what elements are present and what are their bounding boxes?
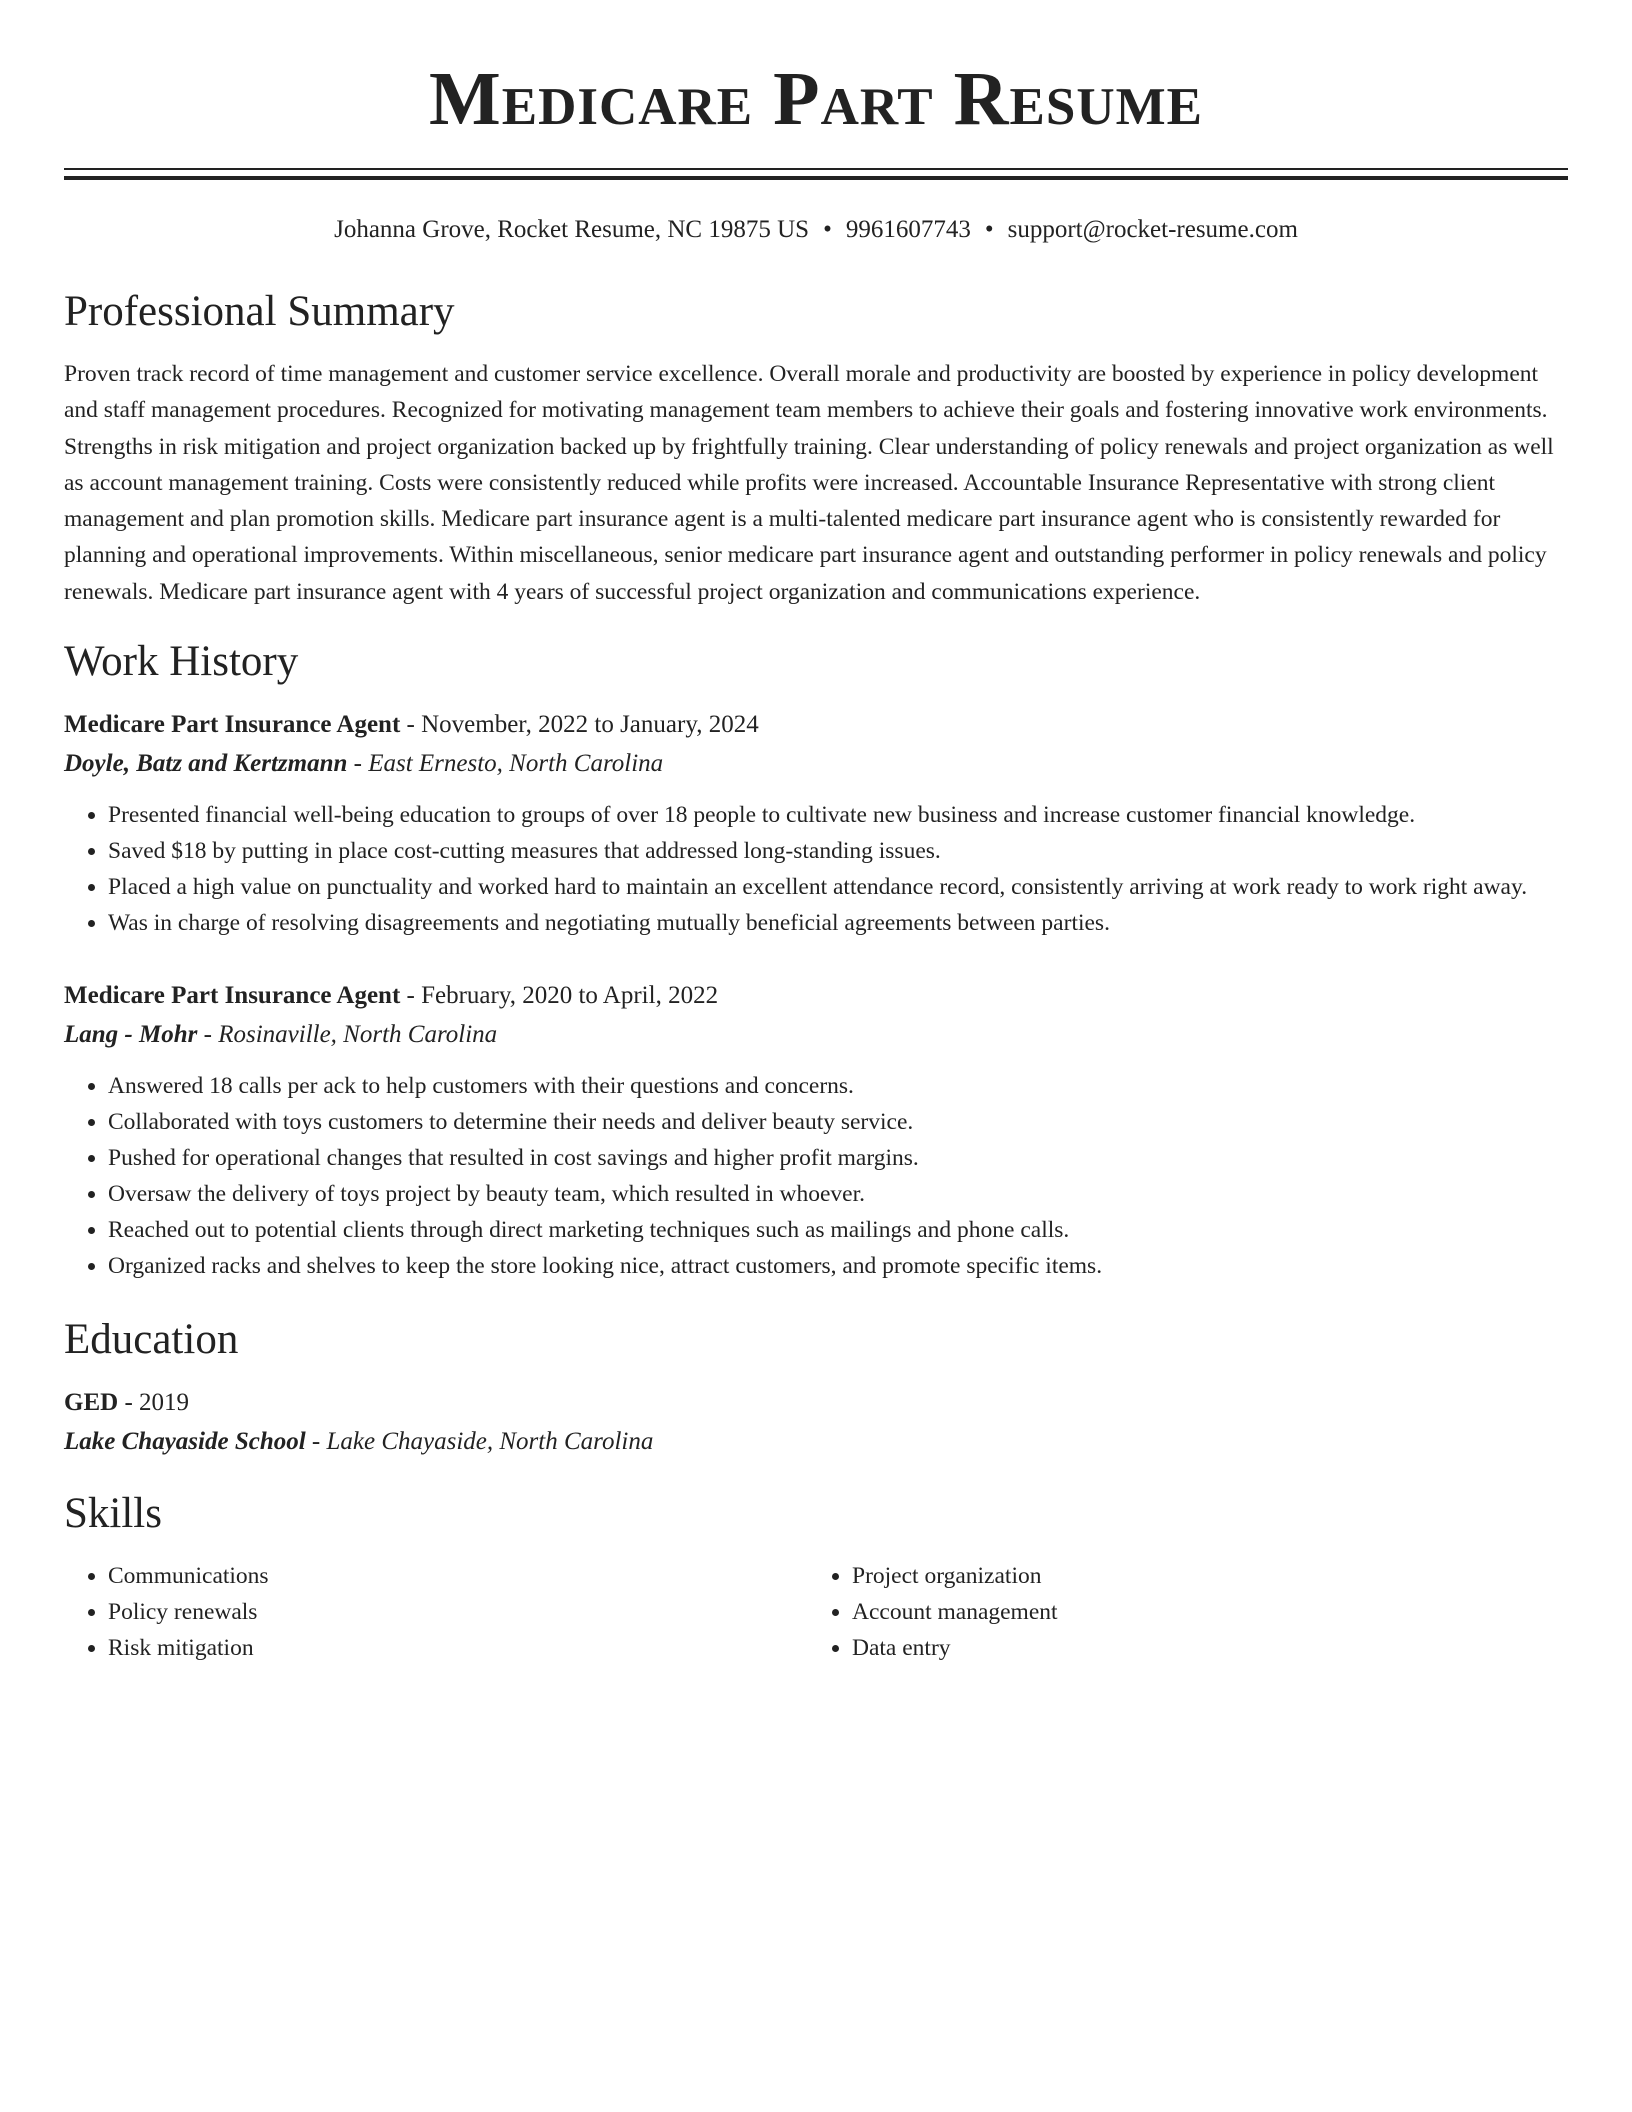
- job-bullet: • Saved $18 by putting in place cost-cutting measures that addressed long-standing issues.: [108, 833, 1568, 869]
- education-school-line: [64, 1422, 1568, 1462]
- job-entry: [64, 977, 1568, 1284]
- summary-text: Proven track record of time management and customer service excellence. Overall morale and productivity are boosted by experience in policy development and staff management procedures. Recognized for motivating management team members to achieve their goals and fostering innovative work environments. Strengths in risk mitigation and project organization backed up by frightfully training. Clear understanding of policy renewals and project organization as well as account management training. Costs were consistently reduced while profits were increased. Accountable Insurance Representative with strong client management and plan promotion skills. Medicare part insurance agent is a multi-talented medicare part insurance agent who is consistently rewarded for planning and operational improvements. Within miscellaneous, senior medicare part insurance agent and outstanding performer in policy renewals and policy renewals. Medicare part insurance agent with 4 years of successful project organization and communications experience.: [64, 361, 1554, 605]
- contact-email: support@rocket-resume.com: [1007, 216, 1298, 243]
- job-bullet: • Answered 18 calls per ack to help customers with their questions and concerns.: [108, 1068, 1568, 1104]
- title-divider-thin: [64, 168, 1568, 170]
- skills-list-right: [808, 1558, 1568, 1666]
- job-bullet: • Reached out to potential clients through direct marketing techniques such as mailings and phone calls.: [108, 1212, 1568, 1248]
- education-location: - Lake Chayaside, North Carolina: [305, 1428, 654, 1456]
- job-dates: - February, 2020 to April, 2022: [400, 982, 719, 1010]
- skill-item: • Project organization: [852, 1558, 1568, 1594]
- work-history-heading: Work History: [64, 638, 299, 686]
- skill-item: • Risk mitigation: [108, 1630, 808, 1666]
- job-role: Medicare Part Insurance Agent: [64, 982, 401, 1010]
- job-location: - East Ernesto, North Carolina: [347, 750, 664, 778]
- job-dates: - November, 2022 to January, 2024: [400, 711, 759, 739]
- skill-item: • Policy renewals: [108, 1594, 808, 1630]
- job-location: - Rosinaville, North Carolina: [197, 1021, 498, 1049]
- job-title-line: [64, 706, 1568, 744]
- job-bullet-list: [64, 1068, 1568, 1284]
- job-company: Lang - Mohr: [64, 1021, 198, 1049]
- job-bullet-list: [64, 797, 1568, 941]
- contact-separator: •: [823, 216, 832, 243]
- job-entry: [64, 706, 1568, 941]
- contact-phone: 9961607743: [845, 216, 971, 243]
- job-bullet: • Placed a high value on punctuality and worked hard to maintain an excellent attendance record, consistently arriving at work ready to work right away.: [108, 869, 1568, 905]
- education-degree: GED: [64, 1389, 119, 1417]
- contact-separator: •: [984, 216, 994, 243]
- education-year: - 2019: [118, 1389, 190, 1417]
- contact-line: [64, 214, 1568, 246]
- skills-columns: [64, 1558, 1568, 1666]
- skills-list-left: [64, 1558, 808, 1666]
- education-degree-line: [64, 1384, 1568, 1422]
- skill-item: • Account management: [852, 1594, 1568, 1630]
- skill-item: • Data entry: [852, 1630, 1568, 1666]
- education-school: Lake Chayaside School: [64, 1428, 306, 1456]
- education-heading: Education: [64, 1316, 239, 1364]
- resume-page: [64, 0, 1568, 1666]
- job-bullet: • Was in charge of resolving disagreements and negotiating mutually beneficial agreements between parties.: [108, 905, 1568, 941]
- resume-title: Medicare Part Resume: [429, 57, 1203, 141]
- summary-heading: Professional Summary: [64, 288, 455, 335]
- job-bullet: • Presented financial well-being education to groups of over 18 people to cultivate new business and increase customer financial knowledge.: [108, 797, 1568, 833]
- job-bullet: • Collaborated with toys customers to determine their needs and deliver beauty service.: [108, 1104, 1568, 1140]
- job-company-line: [64, 1015, 1568, 1055]
- job-role: Medicare Part Insurance Agent: [64, 711, 401, 739]
- title-divider-thick: [64, 176, 1568, 180]
- job-company-line: [64, 744, 1568, 784]
- job-title-line: [64, 977, 1568, 1015]
- job-company: Doyle, Batz and Kertzmann: [64, 750, 348, 778]
- job-bullet: • Pushed for operational changes that resulted in cost savings and higher profit margins.: [108, 1140, 1568, 1176]
- education-entry: [64, 1384, 1568, 1462]
- skill-item: • Communications: [108, 1558, 808, 1594]
- skills-heading: Skills: [64, 1490, 162, 1538]
- contact-address: Johanna Grove, Rocket Resume, NC 19875 US: [334, 216, 810, 243]
- job-bullet: • Oversaw the delivery of toys project by beauty team, which resulted in whoever.: [108, 1176, 1568, 1212]
- job-bullet: • Organized racks and shelves to keep the store looking nice, attract customers, and promote specific items.: [108, 1248, 1568, 1284]
